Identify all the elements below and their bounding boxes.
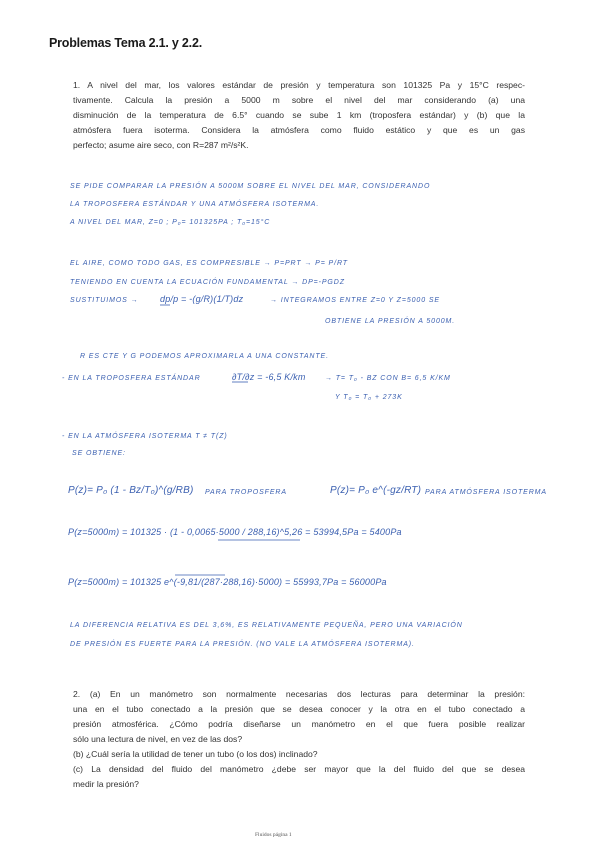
problem-2-line: (c) La densidad del fluido del manómetro ¿debe ser mayor que la del fluido del que se desea <box>73 764 525 774</box>
problem-1-line: 1. A nivel del mar, los valores estándar de presión y temperatura son 101325 Pa y 15°C respec- <box>73 80 525 90</box>
problem-1-line: perfecto; asume aire seco, con R=287 m²/s²K. <box>73 140 249 150</box>
solution-line: DE PRESIÓN ES FUERTE PARA LA PRESIÓN. (NO VALE LA ATMÓSFERA ISOTERMA). <box>70 641 415 648</box>
solution-line: LA TROPOSFERA ESTÁNDAR Y UNA ATMÓSFERA ISOTERMA. <box>70 201 320 208</box>
solution-line: SUSTITUIMOS → <box>70 297 139 304</box>
problem-1-line: disminución de la temperatura de 6.5° cuando se sube 1 km (troposfera estándar) y (b) que la <box>73 110 525 120</box>
page-footer: Fluidos página 1 <box>255 832 292 838</box>
solution-line: → INTEGRAMOS ENTRE Z=0 Y Z=5000 SE <box>270 297 440 304</box>
problem-2-line: presión atmosférica. ¿Cómo podría diseñarse un manómetro en el que fuera posible realizar <box>73 719 525 729</box>
formula-label: PARA TROPOSFERA <box>205 489 287 496</box>
solution-line: → T= T₀ - BZ CON B= 6,5 K/KM <box>325 375 451 382</box>
solution-line: OBTIENE LA PRESIÓN A 5000M. <box>325 318 456 325</box>
problem-2-line: una en el tubo conectado a la presión que se desea conocer y la otra en el tubo conectado a <box>73 704 525 714</box>
solution-line: - EN LA ATMÓSFERA ISOTERMA T ≠ T(Z) <box>62 433 228 440</box>
solution-line: R ES CTE Y G PODEMOS APROXIMARLA A UNA CONSTANTE. <box>80 353 329 360</box>
solution-equation: dp/p = -(g/R)(1/T)dz <box>160 294 244 304</box>
problem-1-line: tivamente. Calcula la presión a 5000 m sobre el nivel del mar considerando (a) una <box>73 95 525 105</box>
solution-line: EL AIRE, COMO TODO GAS, ES COMPRESIBLE → P=ΡRT → Ρ= P/RT <box>70 260 348 267</box>
document-title: Problemas Tema 2.1. y 2.2. <box>49 36 202 50</box>
solution-line: LA DIFERENCIA RELATIVA ES DEL 3,6%, ES RELATIVAMENTE PEQUEÑA, PERO UNA VARIACIÓN <box>70 622 463 629</box>
solution-line: SE PIDE COMPARAR LA PRESIÓN A 5000M SOBRE EL NIVEL DEL MAR, CONSIDERANDO <box>70 183 431 190</box>
problem-2-line: 2. (a) En un manómetro son normalmente necesarias dos lecturas para determinar la presión: <box>73 689 525 699</box>
solution-line: SE OBTIENE: <box>72 450 126 457</box>
problem-2-line: sólo una lectura de nivel, en vez de las dos? <box>73 734 243 744</box>
formula-troposphere: P(z)= P₀ (1 - Bz/T₀)^(g/RB) <box>68 485 194 496</box>
solution-line: TENIENDO EN CUENTA LA ECUACIÓN FUNDAMENTAL → DP=-ΡGDZ <box>70 279 345 286</box>
solution-line: A NIVEL DEL MAR, Z=0 ; P₀= 101325PA ; T₀=15°C <box>70 219 271 226</box>
solution-line: - EN LA TROPOSFERA ESTÁNDAR <box>62 375 201 382</box>
problem-1-line: atmósfera fuera isoterma. Considera la atmósfera como fluido estático y que es un gas <box>73 125 525 135</box>
problem-2-line: medir la presión? <box>73 779 139 789</box>
calc-isothermal: P(z=5000m) = 101325 e^(-9,81/(287·288,16)·5000) = 55993,7Pa = 56000Pa <box>68 577 387 587</box>
solution-line: Y T₀ = T₀ + 273K <box>335 394 403 401</box>
solution-equation: ∂T/∂z = -6,5 K/km <box>232 372 306 382</box>
problem-2-line: (b) ¿Cuál sería la utilidad de tener un tubo (o los dos) inclinado? <box>73 749 318 759</box>
calc-troposphere: P(z=5000m) = 101325 · (1 - 0,0065·5000 / 288,16)^5,26 = 53994,5Pa = 5400Pa <box>68 527 402 537</box>
formula-isothermal: P(z)= P₀ e^(-gz/RT) <box>330 485 422 496</box>
formula-label: PARA ATMÓSFERA ISOTERMA <box>425 489 547 496</box>
